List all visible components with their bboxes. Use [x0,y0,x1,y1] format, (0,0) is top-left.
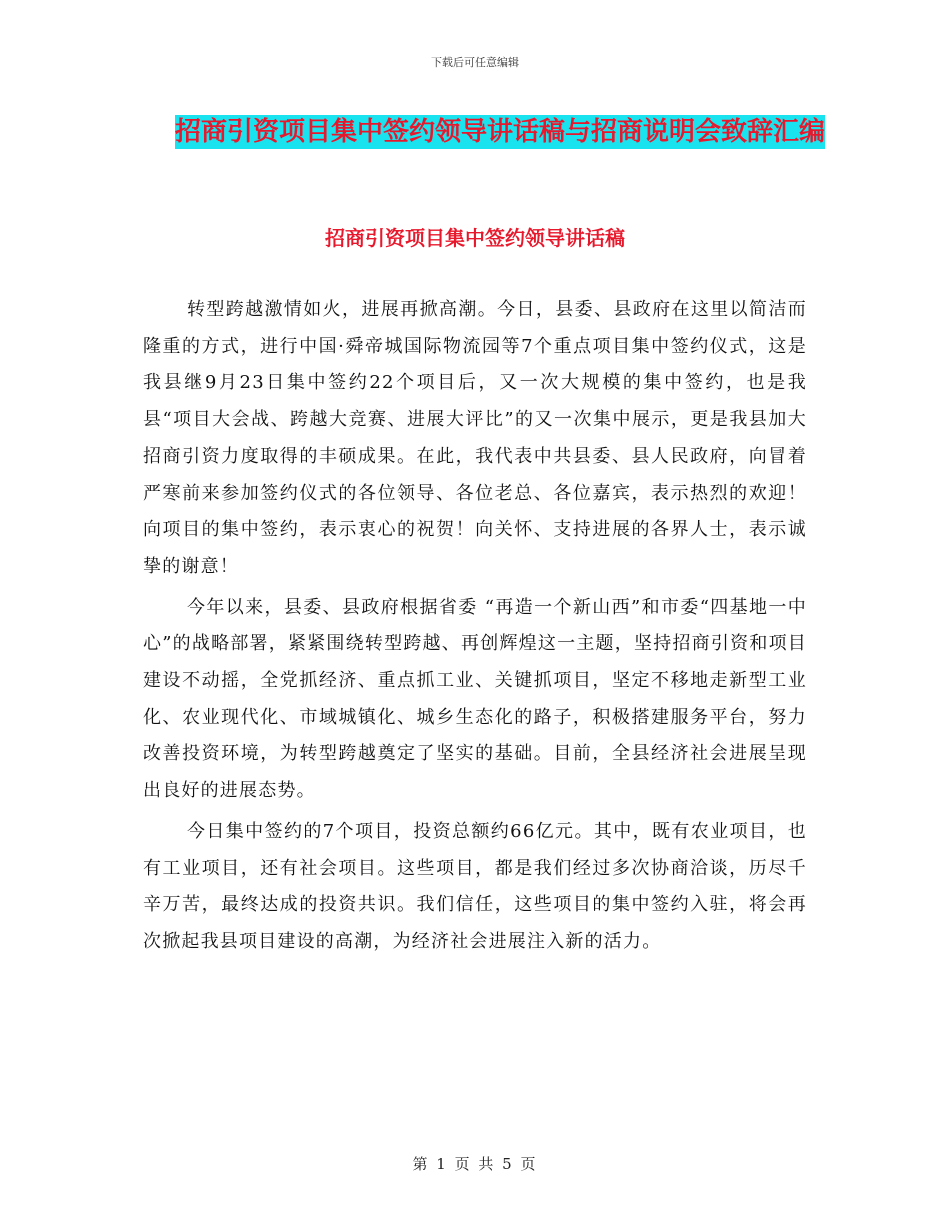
paragraph-1: 转型跨越激情如火，进展再掀高潮。今日，县委、县政府在这里以简洁而隆重的方式，进行中国·舜帝城国际物流园等7个重点项目集中签约仪式，这是我县继9月23日集中签约22个项目后，又一次大规模的集中签约，也是我县“项目大会战、跨越大竞赛、进展大评比”的又一次集中展示，更是我县加大招商引资力度取得的丰硕成果。在此，我代表中共县委、县人民政府，向冒着严寒前来参加签约仪式的各位领导、各位老总、各位嘉宾，表示热烈的欢迎！向项目的集中签约，表示衷心的祝贺！向关怀、支持进展的各界人士，表示诚挚的谢意！ [143,299,807,577]
paragraph-2: 今年以来，县委、县政府根据省委 “再造一个新山西”和市委“四基地一中心”的战略部署，紧紧围绕转型跨越、再创辉煌这一主题，坚持招商引资和项目建设不动摇，全党抓经济、重点抓工业、关键抓项目，坚定不移地走新型工业化、农业现代化、市域城镇化、城乡生态化的路子，积极搭建服务平台，努力改善投资环境，为转型跨越奠定了坚实的基础。目前，全县经济社会进展呈现出良好的进展态势。 [143,596,807,802]
header-note: 下载后可任意编辑 [431,56,519,69]
document-body [143,292,807,961]
paragraph-3: 今日集中签约的7个项目，投资总额约66亿元。其中，既有农业项目，也有工业项目，还有社会项目。这些项目，都是我们经过多次协商洽谈，历尽千辛万苦，最终达成的投资共识。我们信任，这些项目的集中签约入驻，将会再次掀起我县项目建设的高潮，为经济社会进展注入新的活力。 [143,820,807,952]
document-title-text: 招商引资项目集中签约领导讲话稿与招商说明会致辞汇编 [174,117,825,147]
document-title [140,110,860,154]
page-indicator: 第 1 页 共 5 页 [412,1155,538,1173]
section-title: 招商引资项目集中签约领导讲话稿 [325,226,625,250]
